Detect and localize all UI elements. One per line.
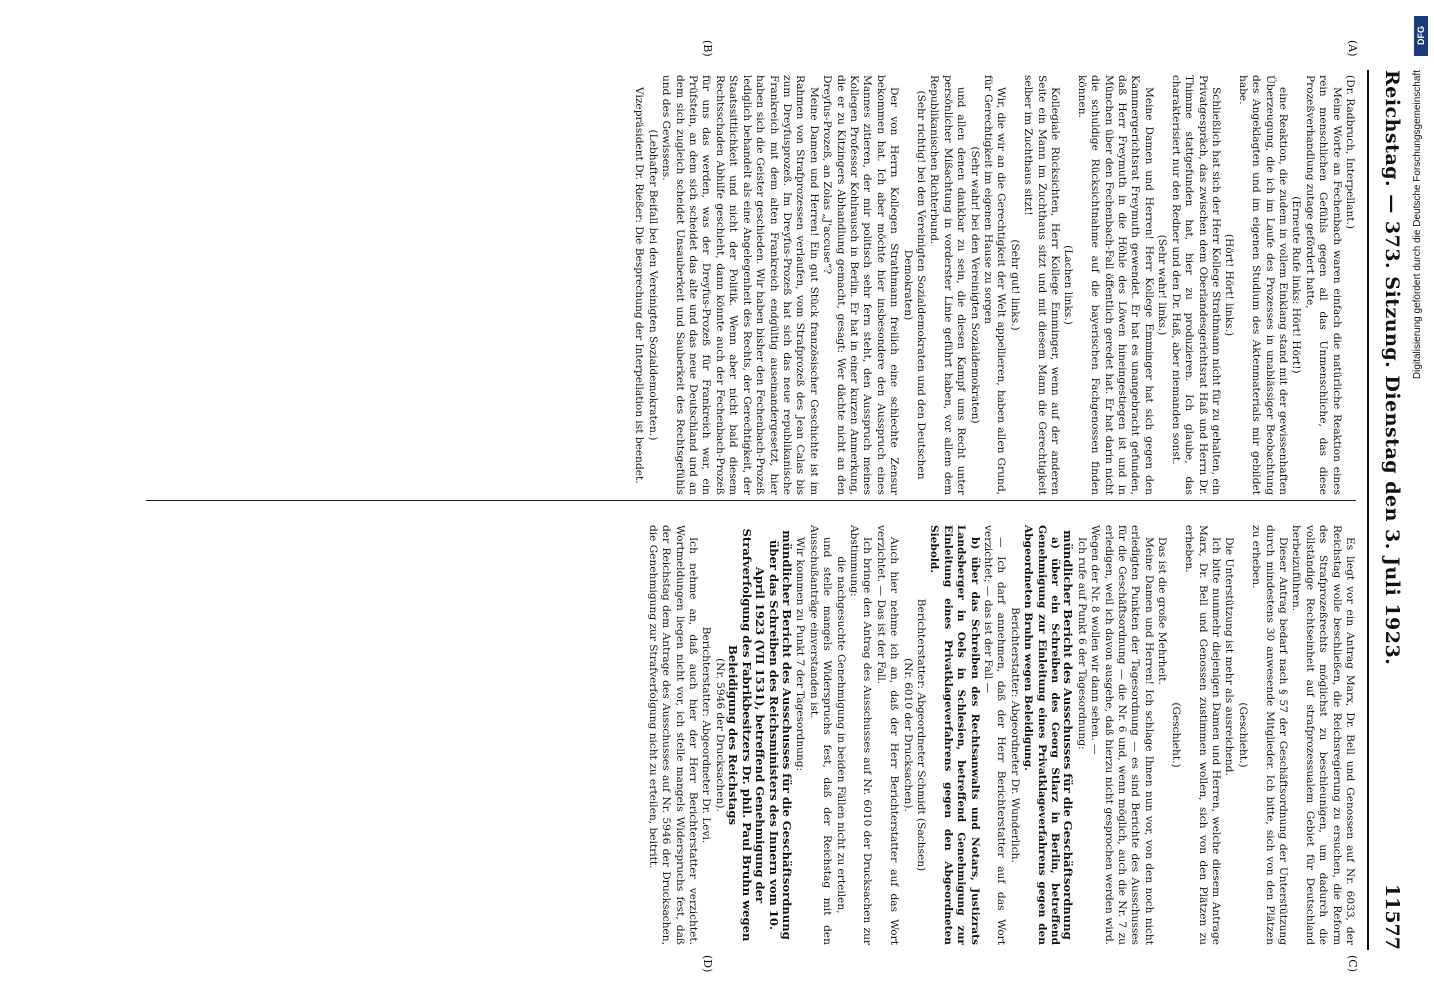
- motion-text: die nachgesuchte Genehmigung in beiden Fällen nicht zu erteilen,: [834, 556, 847, 914]
- paragraph: — Ich darf annehmen, daß der Herr Berichterstatter auf das Wort verzichtet; — das ist der Fall —: [982, 525, 1008, 945]
- interjection: (Lebhafter Beifall bei den Vereinigten Sozialdemokraten.): [646, 129, 659, 441]
- document-reference: (Nr. 6010 der Drucksachen).: [901, 658, 914, 812]
- paragraph: Auch hier nehme ich an, daß der Herr Berichterstatter auf das Wort verzichtet. — Das ist der Fall.: [874, 525, 901, 945]
- agenda-heading: mündlicher Bericht des Ausschusses für die Geschäftsordnung: [1061, 530, 1076, 940]
- interjection: (Sehr wahr! links.): [1156, 234, 1169, 336]
- interjection: (Geschieht.): [1169, 702, 1182, 768]
- paragraph: Wir, die wir an die Gerechtigkeit der Welt appellieren, haben allen Grund, für Gerechtigkeit im eigenen Hause zu sorgen: [982, 75, 1008, 495]
- paragraph: Dieser Antrag bedarf nach § 57 der Geschäftsordnung der Unterstützung durch mindestens 30 anwesende Mitglieder. Ich bitte, sich von den Plätzen zu erheben.: [1250, 525, 1289, 945]
- agenda-item-b: b) über das Schreiben des Rechtsanwalts und Notars, Justizrats Landsberger in Oels in Schlesien, betreffend Genehmigung zur Einleitung eines Privatklageverfahrens gegen den Abgeordneten Siebold.: [928, 525, 981, 945]
- margin-letter-b: (B): [701, 40, 714, 57]
- digitization-credit: Digitalisierung gefördert durch die Deutsche Forschungsgemeinschaft: [1412, 70, 1423, 380]
- agenda-item-a: a) über ein Schreiben des Georg Stlarz in Berlin, betreffend Genehmigung zur Einleitung eines Privatklageverfahrens gegen den Abgeordneten Bruhn wegen Beleidigung.: [1022, 525, 1062, 945]
- interjection: (Lachen links.): [1062, 245, 1075, 325]
- rapporteur: Berichterstatter: Abgeordneter Dr. Wunderlich.: [1008, 607, 1021, 863]
- document-reference: (Nr. 5946 der Drucksachen).: [713, 658, 726, 812]
- page-header: [1367, 70, 1409, 950]
- paragraph: Es liegt vor ein Antrag Marx, Dr. Bell und Genossen auf Nr. 6033, der Reichstag wolle beschließen, die Reichsregierung zu ersuchen, die Reform des Strafprozeßrechts möglichst zu beschleunigen, um dadurch die vollständige Rechtseinheit auf strafprozessualem Gebiet für Deutschland herbeizuführen.: [1290, 525, 1356, 945]
- interjection: (Geschieht.): [1236, 702, 1249, 768]
- digitization-sidebar: [1410, 10, 1432, 990]
- paragraph: Meine Damen und Herren! Ein gut Stück französischer Geschichte ist im Rahmen von Strafprozessen verlaufen, vom Strafprozeß des Jean Calas bis zum Dreyfusprozeß. Im Dreyfus-Prozeß hat sich das neue republikanische Frankreich mit dem alten Frankreich endgültig auseinandergesetzt, hier haben sich die Geister geschieden. Wir haben bisher den Fechenbach-Prozeß lediglich behandelt als eine Angelegenheit des Rechts, der Gerechtigkeit, der Staatssittlichkeit und nicht der Politik. Wenn aber nicht bald diesem Rechtsschaden Abhilfe geschieht, dann könnte auch der Fechenbach-Prozeß für uns das werden, was der Dreyfus-Prozeß für Frankreich war, ein Prüfstein, an dem sich scheidet das alte und das neue Deutschland und an dem sich zugleich scheidet Unsauberkeit und Sauberkeit des Rechtsgefühls und des Gewissens.: [660, 75, 820, 495]
- paragraph: Ich bitte nunmehr diejenigen Damen und Herren, welche diesem Antrage Marx, Dr. Bell und Genossen zustimmen wollen, sich von den Plätzen zu erheben.: [1183, 525, 1222, 945]
- paragraph: Meine Damen und Herren! Ich schlage Ihnen nun vor, von den noch nicht erledigten Punkten der Tagesordnung — es sind Berichte des Ausschusses für die Geschäftsordnung — die Nr. 6 und, wenn möglich, auch die Nr. 7 zu erledigen, weil ich davon ausgehe, daß hierzu nicht gesprochen werden wird. Wegen der Nr. 8 wollen wir dann sehen. —: [1089, 525, 1155, 945]
- paragraph: und allen denen dankbar zu sein, die diesen Kampf ums Recht unter persönlicher Mißachtung in vorderster Linie geführt haben, vor allem dem Republikanischen Richterbund.: [928, 75, 968, 495]
- right-column: [136, 525, 1356, 945]
- paragraph: Vizepräsident Dr. Rießer: Die Besprechung der Interpellation ist beendet.: [633, 87, 646, 484]
- paragraph: Meine Worte an Fechenbach waren einfach die natürliche Reaktion eines rein menschlichen Gefühls gegen all das Unmenschliche, das diese Prozeßverhandlung zutage gefördert hatte,: [1303, 75, 1343, 495]
- paragraph: und stelle mangels Widerspruchs fest, daß der Reichstag mit den Ausschußanträge einverstanden ist.: [807, 525, 834, 945]
- left-column: [136, 75, 1356, 495]
- column-divider: [146, 500, 1356, 501]
- paragraph: eine Reaktion, die zudem in vollem Einklang stand mit der gewissenhaften Überzeugung, die ich im Laufe des Prozesses in unablässiger Beobachtung des Angeklagten und im eigenen Studium des Aktenmaterials mir gebildet habe.: [1236, 75, 1289, 495]
- paragraph: Die Unterstützung ist mehr als ausreichend.: [1223, 537, 1236, 776]
- interjection: (Sehr wahr! bei den Vereinigten Sozialdemokraten): [968, 146, 981, 424]
- paragraph: Kollegiale Rücksichten, Herr Kollege Emminger, wenn auf der anderen Seite ein Mann im Zuchthaus sitzt und mit diesem Mann die Gerechtigkeit selber im Zuchthaus sitzt!: [1022, 75, 1062, 495]
- page-number: 11577: [1381, 883, 1403, 950]
- paragraph: Ich bringe den Antrag des Ausschusses auf Nr. 6010 der Drucksachen zur Abstimmung:: [847, 525, 874, 945]
- interjection: (Sehr gut! links.): [1008, 239, 1021, 331]
- dfg-logo: DFG: [1414, 16, 1428, 56]
- speaker-note: (Dr. Radbruch, Interpellant.): [1344, 75, 1356, 230]
- interjection: (Hört! Hört! links.): [1223, 233, 1236, 337]
- rapporteur: Berichterstatter: Abgeordneter Schmidt (Sachsen): [915, 598, 927, 872]
- paragraph: Das ist die große Mehrheit.: [1156, 537, 1169, 685]
- margin-letter-d: (D): [701, 955, 714, 973]
- interjection: (Erneute Rufe links: Hört! Hört!): [1290, 196, 1303, 374]
- paragraph: Ich rufe auf Punkt 6 der Tagesordnung:: [1075, 537, 1088, 750]
- paragraph: Schließlich hat sich der Herr Kollege Strathmann nicht für zu gehalten, ein Privatgespräch, das zwischen dem Oberlandesgerichtsrat Haß und Herrn Dr. Thimme stattgefunden hat, hier zu produzieren. Ich glaube, das charakterisiert nur den Redner und den Dr. Haß, aber niemanden sonst.: [1169, 75, 1222, 495]
- agenda-heading: mündlicher Bericht des Ausschusses für die Geschäftsordnung über das Schreiben des Reichsministers des Innern vom 10. April 1923 (VII 1531), betreffend Genehmigung der Strafverfolgung des Fabrikbesitzers Dr. phil. Paul Bruhn wegen Beleidigung des Reichstags: [726, 528, 794, 942]
- rapporteur: Berichterstatter: Abgeordneter Dr. Levi.: [700, 626, 713, 844]
- paragraph: Wir kommen zu Punkt 7 der Tagesordnung:: [794, 537, 807, 772]
- header-title: Reichstag. — 373. Sitzung. Dienstag den 3. Juli 1923.: [1381, 70, 1403, 666]
- margin-letter-c: (C): [1346, 955, 1359, 972]
- margin-letter-a: (A): [1346, 40, 1359, 57]
- paragraph: Der von Herrn Kollegen Strathmann freilich eine schlechte Zensur bekommen hat. Ich aber möchte hier insbesondere den Ausspruch eines Mannes zitieren, der mir politisch sehr fern steht, den Ausspruch meines Kollegen Professor Kohlrausch in Berlin. Er hat in einer kurzen Anmerkung, die er zu Kitzingers Abhandlung gemacht, gesagt: Wer dächte nicht an den Dreyfus-Prozeß, an Zolas „J'accuse“?: [821, 75, 901, 495]
- paragraph: Meine Damen und Herren! Herr Kollege Emminger hat sich gegen den Kammergerichtsrat Freymuth gewendet. Er hat es unangebracht gefunden, daß Herr Freymuth in die Höhle des Löwen hineingestiegen ist und in München über den Fechenbach-Fall öffentlich geredet hat. Er hat darin nicht die schuldige Rücksichtnahme auf die bayerischen Fachgenossen finden können.: [1075, 75, 1155, 495]
- interjection: (Sehr richtig! bei den Vereinigten Sozialdemokraten und den Deutschen Demokraten): [901, 90, 927, 480]
- paragraph: Ich nehme an, daß auch hier der Herr Berichterstatter verzichtet. Wortmeldungen liegen nicht vor, ich stelle mangels Widerspruchs fest, daß der Reichstag dem Antrage des Ausschusses auf Nr. 5946 der Drucksachen, die Genehmigung zur Strafverfolgung nicht zu erteilen, beitritt.: [646, 525, 700, 945]
